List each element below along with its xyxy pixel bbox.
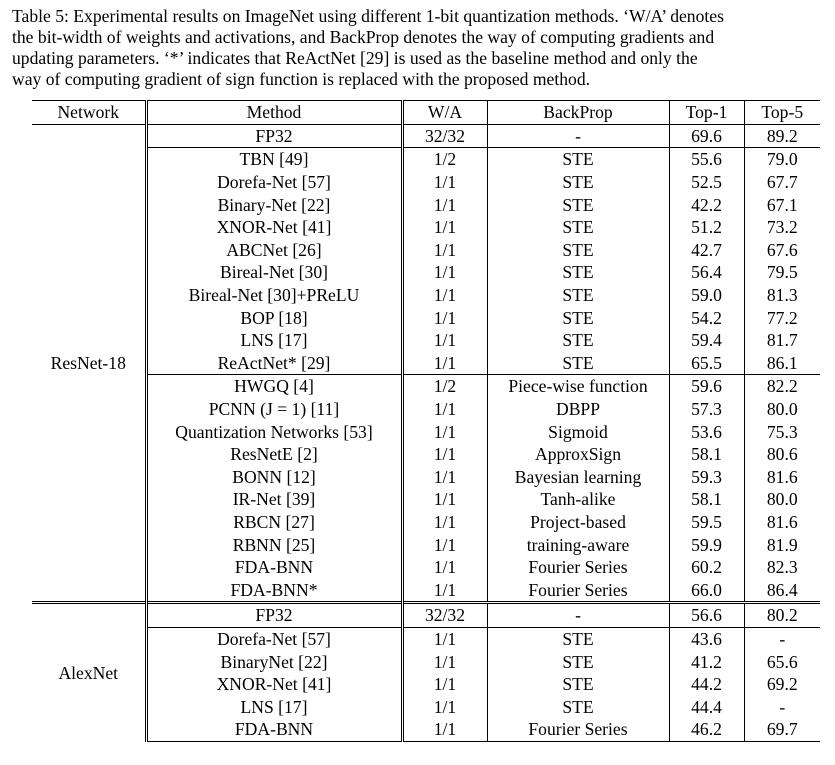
top1-cell: 57.3 [669,398,744,421]
method-cell: Binary-Net [22] [146,193,402,216]
backprop-cell: STE [487,650,669,673]
wa-cell: 1/1 [402,488,487,511]
top5-cell: 81.6 [766,511,798,532]
header-network: Network [32,101,146,125]
caption-line: updating parameters. ‘*’ indicates that ReActNet [29] is used as the baseline method and only the [12,48,698,68]
table-row [32,420,820,443]
backprop-cell: STE [487,239,669,262]
wa-cell: 1/1 [402,511,487,534]
table-row [32,578,820,602]
top5-cell: 65.6 [766,651,798,672]
top1-cell: 59.6 [669,375,744,398]
backprop-cell: STE [487,171,669,194]
top5-cell: 69.2 [766,674,798,695]
top5-cell: - [779,696,786,717]
backprop-cell: Bayesian learning [487,466,669,489]
wa-cell: 32/32 [402,603,487,628]
backprop-cell: training-aware [487,533,669,556]
backprop-cell: DBPP [487,398,669,421]
wa-cell: 1/1 [402,695,487,718]
wa-cell: 1/1 [402,193,487,216]
top1-cell: 42.2 [669,193,744,216]
table-row [32,673,820,696]
top1-cell: 42.7 [669,239,744,262]
backprop-cell: STE [487,695,669,718]
top1-cell: 60.2 [669,556,744,579]
wa-cell: 1/1 [402,673,487,696]
header-backprop: BackProp [487,101,669,125]
top5-cell: 80.2 [744,603,820,628]
method-cell: RBCN [27] [146,511,402,534]
wa-cell: 1/1 [402,329,487,352]
backprop-cell: Sigmoid [487,420,669,443]
top5-cell: - [744,627,820,650]
method-cell: BinaryNet [22] [146,650,402,673]
method-cell: PCNN (J = 1) [11] [146,398,402,421]
method-cell: FDA-BNN [146,718,402,741]
backprop-cell: STE [487,306,669,329]
top5-cell: 80.0 [766,489,798,510]
method-cell: XNOR-Net [41] [146,216,402,239]
top5-cell: 80.0 [766,399,798,420]
top5-cell: 81.7 [766,330,798,351]
top5-cell: 86.4 [766,579,798,600]
backprop-cell: STE [487,261,669,284]
top1-cell: 59.3 [669,466,744,489]
method-cell: FDA-BNN [146,556,402,579]
method-cell: TBN [49] [146,148,402,171]
method-cell: ReActNet* [29] [146,352,402,375]
backprop-cell: Tanh-alike [487,488,669,511]
top1-cell: 46.2 [669,718,744,741]
backprop-cell: - [487,603,669,628]
table-row [32,261,820,284]
table-row [32,171,820,194]
top1-cell: 52.5 [669,171,744,194]
table-row [32,375,820,398]
header-top5: Top-5 [744,101,820,125]
method-cell: BOP [18] [146,306,402,329]
top5-cell: 73.2 [766,217,798,238]
top1-cell: 59.5 [669,511,744,534]
method-cell: IR-Net [39] [146,488,402,511]
table-row [32,306,820,329]
header-method: Method [146,101,402,125]
header-top1: Top-1 [669,101,744,125]
wa-cell: 1/1 [402,216,487,239]
method-cell: LNS [17] [146,329,402,352]
method-cell: Bireal-Net [30]+PReLU [146,284,402,307]
top1-cell: 53.6 [669,420,744,443]
backprop-cell: STE [487,193,669,216]
backprop-cell: STE [487,352,669,375]
top5-cell: 67.6 [766,239,798,260]
top5-cell: 89.2 [766,125,798,146]
method-cell: FP32 [146,603,402,628]
caption-line: way of computing gradient of sign function is replaced with the proposed method. [12,69,591,89]
method-cell: FP32 [146,124,402,148]
wa-cell: 1/1 [402,650,487,673]
top1-cell: 54.2 [669,306,744,329]
table-row [32,216,820,239]
table-row [32,695,820,718]
network-cell: ResNet-18 [32,124,146,602]
top5-cell: 75.3 [766,421,798,442]
top5-cell: 77.2 [766,307,798,328]
wa-cell: 1/1 [402,261,487,284]
wa-cell: 1/1 [402,306,487,329]
top1-cell: 59.9 [669,533,744,556]
table-row [32,329,820,352]
table-row [32,466,820,489]
top1-cell: 44.2 [669,673,744,696]
top1-cell: 51.2 [669,216,744,239]
method-cell: Bireal-Net [30] [146,261,402,284]
top5-cell: 81.9 [766,534,798,555]
top1-cell: 65.5 [669,352,744,375]
top5-cell: 81.6 [766,466,798,487]
header-row [32,101,820,125]
top1-cell: 43.6 [669,627,744,650]
method-cell: RBNN [25] [146,533,402,556]
wa-cell: 1/2 [402,148,487,171]
backprop-cell: - [487,124,669,148]
method-cell: HWGQ [4] [146,375,402,398]
top1-cell: 55.6 [669,148,744,171]
table-row [32,627,820,650]
top1-cell: 69.6 [669,124,744,148]
backprop-cell: STE [487,627,669,650]
method-cell: ABCNet [26] [146,239,402,262]
wa-cell: 1/1 [402,398,487,421]
wa-cell: 1/1 [402,466,487,489]
table-row [32,443,820,466]
wa-cell: 1/1 [402,627,487,650]
top5-cell: 67.7 [766,172,798,193]
table-row [32,556,820,579]
backprop-cell: STE [487,329,669,352]
table-row [32,718,820,741]
method-cell: Quantization Networks [53] [146,420,402,443]
method-cell: Dorefa-Net [57] [146,627,402,650]
caption-line: Table 5: Experimental results on ImageNet using different 1-bit quantization methods. ‘W/A’ denotes [12,6,724,26]
backprop-cell: STE [487,673,669,696]
resnet-section [32,124,820,602]
alexnet-section [32,603,820,742]
top5-cell: 81.3 [766,285,798,306]
table-row [32,352,820,375]
method-cell: FDA-BNN* [146,578,402,602]
top1-cell: 44.4 [669,695,744,718]
top5-cell: 69.7 [744,718,820,741]
results-table [32,100,820,742]
top1-cell: 41.2 [669,650,744,673]
wa-cell: 1/1 [402,443,487,466]
table-row [32,511,820,534]
backprop-cell: Piece-wise function [487,375,669,398]
caption-line: the bit-width of weights and activations, and BackProp denotes the way of computing gradients and [12,27,715,47]
backprop-cell: Fourier Series [487,718,669,741]
top1-cell: 59.4 [669,329,744,352]
top5-cell: 79.5 [766,262,798,283]
method-cell: Dorefa-Net [57] [146,171,402,194]
method-cell: BONN [12] [146,466,402,489]
wa-cell: 1/1 [402,533,487,556]
network-cell: AlexNet [32,603,146,742]
top1-cell: 66.0 [669,578,744,602]
top1-cell: 56.4 [669,261,744,284]
table-row [32,239,820,262]
top5-cell: 79.0 [744,148,820,171]
header-wa: W/A [402,101,487,125]
backprop-cell: Fourier Series [487,556,669,579]
wa-cell: 1/1 [402,556,487,579]
backprop-cell: Project-based [487,511,669,534]
top1-cell: 59.0 [669,284,744,307]
wa-cell: 32/32 [402,124,487,148]
table-caption [12,6,835,90]
backprop-cell: STE [487,216,669,239]
table-row [32,148,820,171]
top1-cell: 58.1 [669,488,744,511]
top1-cell: 56.6 [669,603,744,628]
table-row [32,488,820,511]
wa-cell: 1/1 [402,171,487,194]
table-row [32,284,820,307]
table-row [32,603,820,628]
wa-cell: 1/1 [402,352,487,375]
backprop-cell: Fourier Series [487,578,669,602]
wa-cell: 1/1 [402,578,487,602]
top5-cell: 86.1 [766,352,798,373]
top1-cell: 58.1 [669,443,744,466]
top5-cell: 80.6 [766,444,798,465]
wa-cell: 1/1 [402,239,487,262]
wa-cell: 1/1 [402,284,487,307]
top5-cell: 67.1 [766,194,798,215]
method-cell: LNS [17] [146,695,402,718]
table-row [32,193,820,216]
method-cell: ResNetE [2] [146,443,402,466]
table-row [32,124,820,148]
wa-cell: 1/2 [402,375,487,398]
backprop-cell: STE [487,148,669,171]
backprop-cell: ApproxSign [487,443,669,466]
top5-cell: 82.3 [766,557,798,578]
table-row [32,533,820,556]
backprop-cell: STE [487,284,669,307]
table-row [32,650,820,673]
top5-cell: 82.2 [744,375,820,398]
wa-cell: 1/1 [402,718,487,741]
method-cell: XNOR-Net [41] [146,673,402,696]
wa-cell: 1/1 [402,420,487,443]
table-row [32,398,820,421]
